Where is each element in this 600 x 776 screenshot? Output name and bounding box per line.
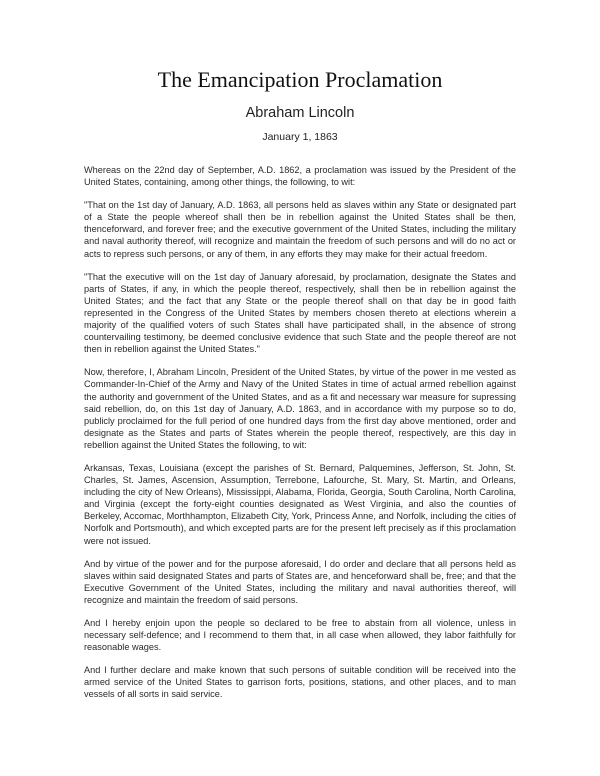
document-author: Abraham Lincoln — [245, 105, 355, 121]
document-body — [84, 164, 516, 712]
paragraph-order-declare: And by virtue of the power and for the purpose aforesaid, I do order and declare that all persons held as slaves within said designated States and parts of States are, and henceforward shall be, free; and that the Executive Government of the United States, including the military and naval authorities thereof, will recognize and maintain the freedom of said persons. — [84, 558, 516, 605]
paragraph-whereas: Whereas on the 22nd day of September, A.D. 1862, a proclamation was issued by the President of the United States, containing, among other things, the following, to wit: — [84, 165, 516, 188]
paragraph-enjoin: And I hereby enjoin upon the people so declared to be free to abstain from all violence, unless in necessary self-defence; and I recommend to them that, in all case when allowed, they labor faithfully for reasonable wages. — [84, 618, 516, 653]
paragraph-now-therefore: Now, therefore, I, Abraham Lincoln, President of the United States, by virtue of the power in me vested as Commander-In-Chief of the Army and Navy of the United States in time of actual armed rebellion against the authority and government of the United States, and as a fit and necessary war measure for supressing said rebellion, do, on this 1st day of January, A.D. 1863, and in accordance with my purpose so to do, publicly proclaimed for the full period of one hundred days from the first day above mentioned, order and designate as the States and parts of States wherein the people thereof, respectively, are this day in rebellion against the United States the following, to wit: — [84, 367, 516, 450]
paragraph-armed-service: And I further declare and make known that such persons of suitable condition will be received into the armed service of the United States to garrison forts, positions, stations, and other places, and to man vessels of all sorts in said service. — [84, 665, 516, 700]
document-title: The Emancipation Proclamation — [157, 67, 443, 92]
paragraph-quote-second: "That the executive will on the 1st day of January aforesaid, by proclamation, designate the States and parts of States, if any, in which the people thereof, respectively, shall then be in rebellion against the United States; and the fact that any State or the people thereof shall on that day be in good faith represented in the Congress of the United States by members chosen thereto at elections wherein a majority of the qualified voters of such States shall have participated shall, in the absence of strong countervailing testimony, be deemed conclusive evidence that such State and the people thereof are not then in rebellion against the United States." — [84, 271, 516, 355]
paragraph-designated-states: Arkansas, Texas, Louisiana (except the parishes of St. Bernard, Palquemines, Jefferson, St. John, St. Charles, St. James, Ascension, Assumption, Terrebone, Lafourche, St. Mary, St. Martin, and Orleans, including the city of New Orleans), Mississippi, Alabama, Florida, Georgia, South Carolina, North Carolina, and Virginia (except the forty-eight counties designated as West Virginia, and also the counties of Berkeley, Accomac, Morthhampton, Elizabeth City, York, Princess Anne, and Norfolk, including the cities of Norfolk and Portsmouth), and which excepted parts are for the present left precisely as if this proclamation were not issued. — [84, 462, 516, 546]
paragraph-quote-first: "That on the 1st day of January, A.D. 1863, all persons held as slaves within any State or designated part of a State the people whereof shall then be in rebellion against the United States shall be then, thenceforward, and forever free; and the executive government of the United States, including the military and naval authority thereof, will recognize and maintain the freedom of such persons and will do no act or acts to repress such persons, or any of them, in any efforts they may make for their actual freedom. — [84, 200, 516, 259]
document-date: January 1, 1863 — [262, 131, 338, 143]
